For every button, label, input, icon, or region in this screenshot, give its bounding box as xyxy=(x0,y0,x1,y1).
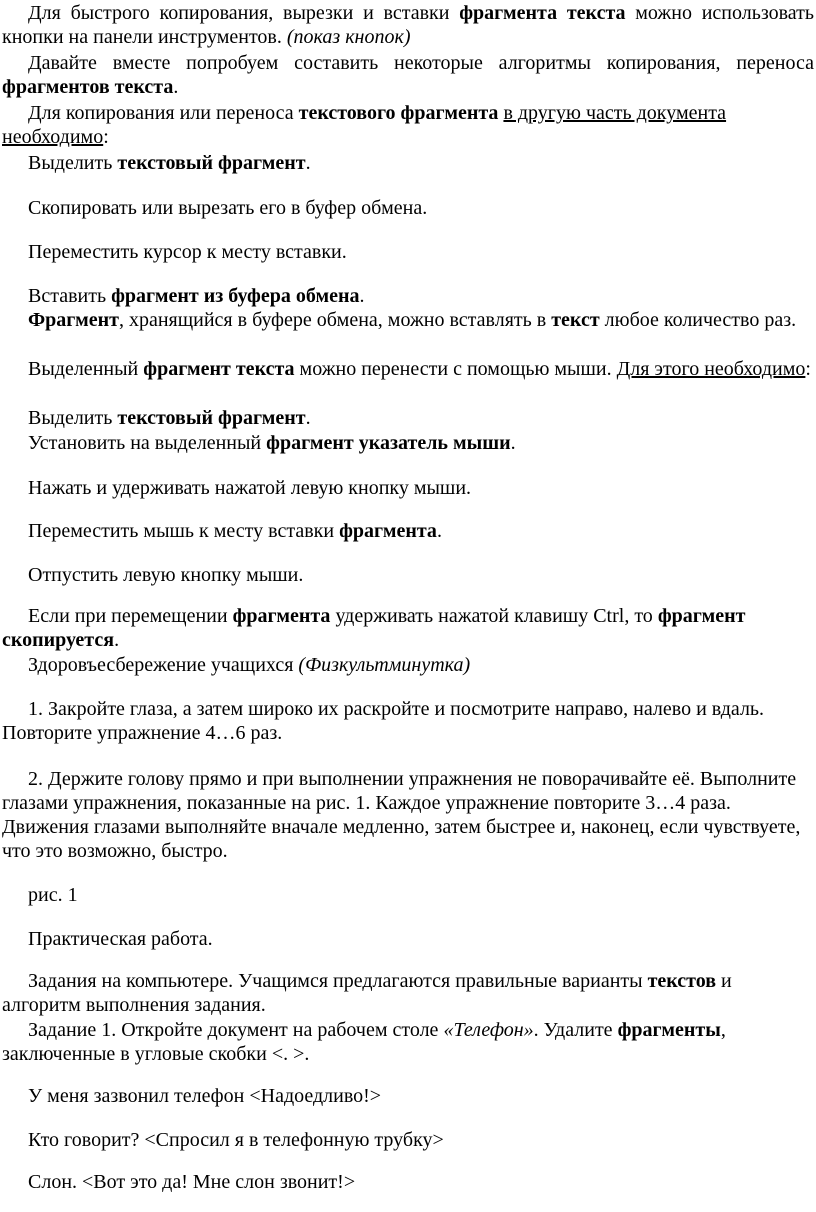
paragraph-clipboard-note xyxy=(2,308,814,332)
text-run: Выделить xyxy=(28,152,118,174)
paragraph-ctrl-copy xyxy=(2,604,814,652)
bold-term: фрагмент указатель мыши xyxy=(266,432,511,454)
text-run: Отпустить левую кнопку мыши. xyxy=(28,564,304,586)
text-run: Если при перемещении xyxy=(28,605,233,627)
text-run: Установить на выделенный xyxy=(28,432,267,454)
step-release-button xyxy=(2,563,814,587)
text-run: Кто говорит? <Спросил я в телефонную трубку> xyxy=(28,1129,444,1151)
text-run: 1. Закройте глаза, а затем широко их раскройте и посмотрите направо, налево и вдаль. Повторите упражнение 4…6 раз. xyxy=(2,698,765,744)
phone-text-line-2 xyxy=(2,1128,814,1152)
bold-term: фрагмент текста xyxy=(143,358,295,380)
text-run: можно использовать кнопки на панели инструментов. xyxy=(2,2,814,48)
text-run: . Удалите xyxy=(533,1019,618,1041)
text-run: , заключенные в угловые скобки <. >. xyxy=(2,1019,726,1065)
step-press-hold xyxy=(2,476,814,500)
bold-term: фрагмента xyxy=(232,605,331,627)
bold-term: текст xyxy=(551,309,600,331)
text-run: удерживать нажатой клавишу Ctrl, то xyxy=(330,605,658,627)
step-place-pointer xyxy=(2,431,814,455)
text-run: . xyxy=(436,520,442,542)
text-run: и алгоритм выполнения задания. xyxy=(2,970,732,1016)
text-run: рис. 1 xyxy=(28,884,78,906)
text-run: Задания на компьютере. Учащимся предлагаются правильные варианты xyxy=(28,970,648,992)
bold-term: фрагменты xyxy=(617,1019,721,1041)
text-run: Вставить xyxy=(28,285,112,307)
text-run: . xyxy=(173,76,179,98)
paragraph-computer-tasks xyxy=(2,969,814,1017)
underlined-phrase: в другую часть документа необходимо xyxy=(2,102,727,148)
paragraph-copy-move-intro xyxy=(2,101,814,149)
text-run: Практическая работа. xyxy=(28,928,213,950)
text-run: любое количество раз. xyxy=(599,309,797,331)
exercise-2 xyxy=(2,767,814,863)
step-move-mouse xyxy=(2,519,814,543)
text-run: 2. Держите голову прямо и при выполнении упражнения не поворачивайте её. Выполните глазами упражнения, показанные на рис. 1. Каждое упражнение повторите 3…4 раза. Движения глазами выполняйте вначале медленно, затем быстрее и, наконец, если чувствуете, что это возможно, быстро. xyxy=(2,768,801,862)
step-paste-fragment xyxy=(2,284,814,308)
exercise-1 xyxy=(2,697,814,745)
italic-note: (Физкультминутка) xyxy=(298,654,471,676)
text-run: , хранящийся в буфере обмена, можно вставлять в xyxy=(118,309,552,331)
text-run: Давайте вместе попробуем составить некоторые алгоритмы копирования, переноса xyxy=(28,52,814,74)
paragraph-health-break xyxy=(2,653,814,677)
phone-text-line-1 xyxy=(2,1084,814,1108)
bold-term: текстовый фрагмент xyxy=(117,407,306,429)
text-run: Задание 1. Откройте документ на рабочем столе xyxy=(28,1019,444,1041)
text-run: У меня зазвонил телефон <Надоедливо!> xyxy=(28,1085,382,1107)
step-select-fragment-2 xyxy=(2,406,814,430)
phone-text-line-3 xyxy=(2,1170,814,1194)
text-run: . xyxy=(114,629,120,651)
step-copy-cut xyxy=(2,196,814,220)
text-run: Слон. <Вот это да! Мне слон звонит!> xyxy=(28,1171,356,1193)
step-select-fragment xyxy=(2,151,814,175)
bold-term: фрагмент скопируется xyxy=(2,605,746,651)
text-run: Скопировать или вырезать его в буфер обмена. xyxy=(28,197,428,219)
paragraph-mouse-move-intro xyxy=(2,357,814,381)
bold-term: текстовый фрагмент xyxy=(117,152,306,174)
text-run: Переместить мышь к месту вставки xyxy=(28,520,340,542)
text-run: Переместить курсор к месту вставки. xyxy=(28,241,347,263)
bold-term: фрагмент из буфера обмена xyxy=(111,285,360,307)
bold-term: фрагмента xyxy=(339,520,437,542)
bold-term: фрагмента текста xyxy=(459,2,626,24)
text-run: . xyxy=(305,152,311,174)
underlined-phrase: Для этого необходимо xyxy=(616,358,806,380)
text-run: Для быстрого копирования, вырезки и вставки xyxy=(28,2,460,24)
bold-term: текстов xyxy=(647,970,717,992)
text-run: . xyxy=(510,432,516,454)
text-run: . xyxy=(359,285,365,307)
text-run: : xyxy=(103,126,109,148)
text-run: : xyxy=(805,358,811,380)
text-run: . xyxy=(305,407,311,429)
text-run: Выделенный xyxy=(28,358,144,380)
step-move-cursor xyxy=(2,240,814,264)
text-run: Для копирования или переноса xyxy=(28,102,299,124)
italic-document-name: «Телефон» xyxy=(443,1019,534,1041)
bold-term: фрагментов текста xyxy=(2,76,174,98)
text-run: Здоровъесбережение учащихся xyxy=(28,654,299,676)
task-1 xyxy=(2,1018,814,1066)
paragraph-algorithms-intro xyxy=(2,51,814,99)
text-run: можно перенести с помощью мыши. xyxy=(294,358,617,380)
figure-caption xyxy=(2,883,814,907)
paragraph-copy-buttons xyxy=(2,1,814,49)
text-run: Выделить xyxy=(28,407,118,429)
italic-note: (показ кнопок) xyxy=(286,26,411,48)
bold-term: Фрагмент xyxy=(28,309,119,331)
section-practical-work xyxy=(2,927,814,951)
text-run: Нажать и удерживать нажатой левую кнопку мыши. xyxy=(28,477,472,499)
bold-term: текстового фрагмента xyxy=(298,102,499,124)
